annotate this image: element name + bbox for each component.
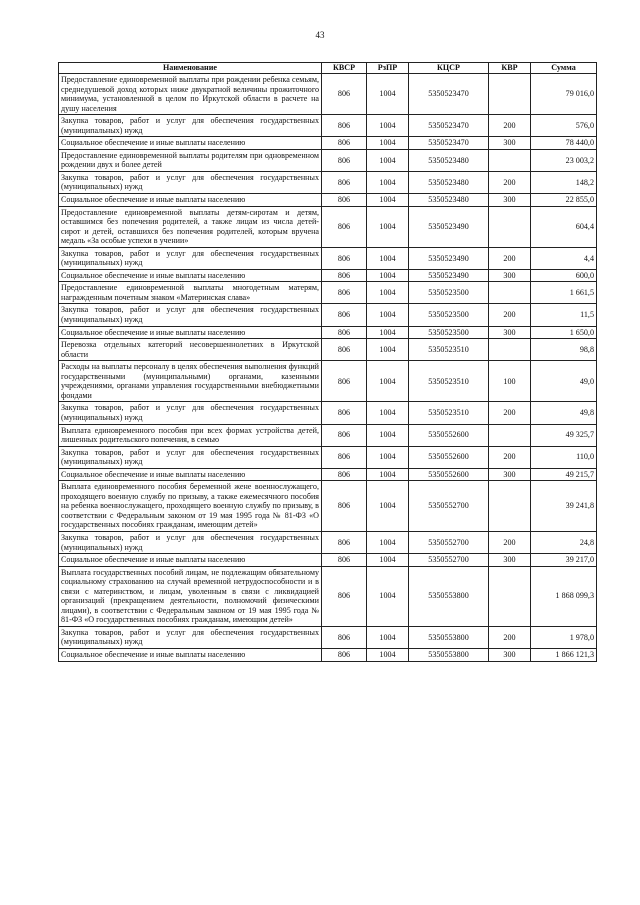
table-row — [59, 468, 597, 481]
cell-kvr: 300 — [489, 468, 531, 481]
cell-rzpr: 1004 — [367, 206, 409, 247]
cell-kcsr: 5350553800 — [409, 648, 489, 661]
cell-rzpr: 1004 — [367, 531, 409, 553]
cell-name: Закупка товаров, работ и услуг для обеспечения государственных (муниципальных) нужд — [59, 171, 322, 193]
cell-kvsr: 806 — [322, 424, 367, 446]
budget-table — [58, 62, 597, 662]
cell-sum: 576,0 — [531, 115, 597, 137]
header-kvsr: КВСР — [322, 63, 367, 74]
cell-kvsr: 806 — [322, 194, 367, 207]
cell-name: Социальное обеспечение и иные выплаты населению — [59, 326, 322, 339]
cell-sum: 604,4 — [531, 206, 597, 247]
cell-name: Социальное обеспечение и иные выплаты населению — [59, 137, 322, 150]
cell-kcsr: 5350552600 — [409, 446, 489, 468]
cell-kcsr: 5350523490 — [409, 206, 489, 247]
cell-name: Закупка товаров, работ и услуг для обеспечения государственных (муниципальных) нужд — [59, 115, 322, 137]
cell-kcsr: 5350552600 — [409, 424, 489, 446]
cell-kcsr: 5350523500 — [409, 304, 489, 326]
cell-kvsr: 806 — [322, 326, 367, 339]
cell-kcsr: 5350523510 — [409, 339, 489, 361]
table-row — [59, 531, 597, 553]
table-row — [59, 282, 597, 304]
cell-name: Перевозка отдельных категорий несовершеннолетних в Иркутской области — [59, 339, 322, 361]
table-row — [59, 149, 597, 171]
cell-kvsr: 806 — [322, 269, 367, 282]
table-row — [59, 206, 597, 247]
header-kcsr: КЦСР — [409, 63, 489, 74]
cell-kcsr: 5350523510 — [409, 402, 489, 424]
table-row — [59, 339, 597, 361]
header-rzpr: РзПР — [367, 63, 409, 74]
cell-rzpr: 1004 — [367, 115, 409, 137]
cell-rzpr: 1004 — [367, 424, 409, 446]
cell-rzpr: 1004 — [367, 402, 409, 424]
cell-kvr: 200 — [489, 531, 531, 553]
cell-rzpr: 1004 — [367, 446, 409, 468]
cell-sum: 11,5 — [531, 304, 597, 326]
cell-rzpr: 1004 — [367, 304, 409, 326]
cell-name: Социальное обеспечение и иные выплаты населению — [59, 269, 322, 282]
table-row — [59, 304, 597, 326]
cell-kvr — [489, 206, 531, 247]
cell-kvsr: 806 — [322, 115, 367, 137]
cell-kcsr: 5350523480 — [409, 149, 489, 171]
cell-sum: 98,8 — [531, 339, 597, 361]
table-body — [59, 74, 597, 662]
cell-kvsr: 806 — [322, 402, 367, 424]
table-row — [59, 361, 597, 402]
cell-sum: 148,2 — [531, 171, 597, 193]
cell-kvr: 200 — [489, 402, 531, 424]
cell-kcsr: 5350523490 — [409, 247, 489, 269]
cell-rzpr: 1004 — [367, 361, 409, 402]
cell-name: Расходы на выплаты персоналу в целях обеспечения выполнения функций государственными (муниципальными) органами, казенными учреждениями, органами управления государственными внебюджетными фондами — [59, 361, 322, 402]
cell-rzpr: 1004 — [367, 74, 409, 115]
cell-kvsr: 806 — [322, 554, 367, 567]
cell-kvr — [489, 481, 531, 532]
cell-name: Социальное обеспечение и иные выплаты населению — [59, 648, 322, 661]
cell-rzpr: 1004 — [367, 468, 409, 481]
cell-name: Предоставление единовременной выплаты детям-сиротам и детям, оставшимся без попечения родителей, а также лицам из числа детей-сирот и детей, оставшихся без попечения родителей, которым вручена медаль «За особые успехи в учении» — [59, 206, 322, 247]
table-row — [59, 115, 597, 137]
cell-sum: 49,8 — [531, 402, 597, 424]
cell-kcsr: 5350552600 — [409, 468, 489, 481]
cell-kvsr: 806 — [322, 361, 367, 402]
cell-name: Закупка товаров, работ и услуг для обеспечения государственных (муниципальных) нужд — [59, 531, 322, 553]
header-name: Наименование — [59, 63, 322, 74]
cell-rzpr: 1004 — [367, 269, 409, 282]
cell-kvsr: 806 — [322, 149, 367, 171]
cell-sum: 1 868 099,3 — [531, 566, 597, 626]
page-number: 43 — [315, 30, 325, 40]
cell-kcsr: 5350523480 — [409, 171, 489, 193]
cell-sum: 4,4 — [531, 247, 597, 269]
cell-kcsr: 5350552700 — [409, 481, 489, 532]
cell-name: Выплата государственных пособий лицам, не подлежащим обязательному социальному страхованию на случай временной нетрудоспособности и в связи с материнством, и лицам, уволенным в связи с ликвидацией организаций (прекращением деятельности, полномочий физическими лицами), в соответствии с Федеральным законом от 19 мая 1995 года № 81-ФЗ «О государственных пособиях гражданам, имеющим детей» — [59, 566, 322, 626]
cell-rzpr: 1004 — [367, 566, 409, 626]
cell-kcsr: 5350523470 — [409, 137, 489, 150]
cell-rzpr: 1004 — [367, 247, 409, 269]
cell-kcsr: 5350552700 — [409, 554, 489, 567]
table-row — [59, 424, 597, 446]
cell-kvr: 200 — [489, 304, 531, 326]
cell-kcsr: 5350523470 — [409, 74, 489, 115]
cell-rzpr: 1004 — [367, 554, 409, 567]
cell-kvr — [489, 74, 531, 115]
cell-kvr: 300 — [489, 554, 531, 567]
cell-kvr: 200 — [489, 247, 531, 269]
cell-kvr — [489, 149, 531, 171]
cell-kcsr: 5350553800 — [409, 566, 489, 626]
cell-kvsr: 806 — [322, 648, 367, 661]
cell-sum: 1 650,0 — [531, 326, 597, 339]
table-row — [59, 326, 597, 339]
cell-kcsr: 5350523490 — [409, 269, 489, 282]
cell-sum: 79 016,0 — [531, 74, 597, 115]
cell-kvr: 300 — [489, 326, 531, 339]
cell-name: Закупка товаров, работ и услуг для обеспечения государственных (муниципальных) нужд — [59, 446, 322, 468]
table-row — [59, 194, 597, 207]
cell-name: Социальное обеспечение и иные выплаты населению — [59, 554, 322, 567]
cell-kvr: 300 — [489, 194, 531, 207]
table-row — [59, 626, 597, 648]
cell-kvsr: 806 — [322, 481, 367, 532]
cell-kvsr: 806 — [322, 531, 367, 553]
cell-name: Социальное обеспечение и иные выплаты населению — [59, 468, 322, 481]
cell-kvr: 300 — [489, 648, 531, 661]
cell-rzpr: 1004 — [367, 282, 409, 304]
cell-kcsr: 5350523500 — [409, 282, 489, 304]
cell-sum: 39 217,0 — [531, 554, 597, 567]
cell-kvsr: 806 — [322, 626, 367, 648]
table-row — [59, 446, 597, 468]
cell-kvsr: 806 — [322, 339, 367, 361]
cell-kvr: 300 — [489, 269, 531, 282]
table-row — [59, 648, 597, 661]
cell-sum: 49,0 — [531, 361, 597, 402]
cell-rzpr: 1004 — [367, 481, 409, 532]
cell-name: Закупка товаров, работ и услуг для обеспечения государственных (муниципальных) нужд — [59, 402, 322, 424]
cell-kvr — [489, 339, 531, 361]
header-kvr: КВР — [489, 63, 531, 74]
cell-kvr — [489, 566, 531, 626]
cell-name: Социальное обеспечение и иные выплаты населению — [59, 194, 322, 207]
cell-kvr — [489, 424, 531, 446]
table-header — [59, 63, 597, 74]
cell-name: Закупка товаров, работ и услуг для обеспечения государственных (муниципальных) нужд — [59, 304, 322, 326]
cell-kvsr: 806 — [322, 74, 367, 115]
cell-kvr — [489, 282, 531, 304]
cell-kvr: 100 — [489, 361, 531, 402]
cell-rzpr: 1004 — [367, 194, 409, 207]
cell-rzpr: 1004 — [367, 648, 409, 661]
cell-sum: 110,0 — [531, 446, 597, 468]
cell-kvsr: 806 — [322, 566, 367, 626]
cell-rzpr: 1004 — [367, 626, 409, 648]
cell-sum: 22 855,0 — [531, 194, 597, 207]
cell-kvsr: 806 — [322, 137, 367, 150]
cell-sum: 1 866 121,3 — [531, 648, 597, 661]
cell-kcsr: 5350523480 — [409, 194, 489, 207]
cell-kvsr: 806 — [322, 304, 367, 326]
cell-sum: 24,8 — [531, 531, 597, 553]
table-row — [59, 481, 597, 532]
cell-sum: 600,0 — [531, 269, 597, 282]
table-row — [59, 554, 597, 567]
table-row — [59, 74, 597, 115]
table-row — [59, 171, 597, 193]
cell-sum: 23 003,2 — [531, 149, 597, 171]
cell-sum: 1 978,0 — [531, 626, 597, 648]
table-row — [59, 402, 597, 424]
cell-sum: 1 661,5 — [531, 282, 597, 304]
header-sum: Сумма — [531, 63, 597, 74]
cell-sum: 49 325,7 — [531, 424, 597, 446]
cell-kvr: 300 — [489, 137, 531, 150]
cell-kvsr: 806 — [322, 468, 367, 481]
table-row — [59, 247, 597, 269]
cell-kvr: 200 — [489, 171, 531, 193]
table-row — [59, 269, 597, 282]
cell-kcsr: 5350523510 — [409, 361, 489, 402]
cell-name: Выплата единовременного пособия беременной жене военнослужащего, проходящего военную службу по призыву, а также ежемесячного пособия на ребенка военнослужащего, проходящего военную службу по призыву, в соответствии с Федеральным законом от 19 мая 1995 года № 81-ФЗ «О государственных пособиях гражданам, имеющим детей» — [59, 481, 322, 532]
cell-kvr: 200 — [489, 115, 531, 137]
cell-kcsr: 5350523470 — [409, 115, 489, 137]
cell-kvsr: 806 — [322, 206, 367, 247]
cell-kvr: 200 — [489, 446, 531, 468]
cell-name: Закупка товаров, работ и услуг для обеспечения государственных (муниципальных) нужд — [59, 626, 322, 648]
cell-kvsr: 806 — [322, 446, 367, 468]
table-row — [59, 566, 597, 626]
cell-sum: 49 215,7 — [531, 468, 597, 481]
cell-name: Выплата единовременного пособия при всех формах устройства детей, лишенных родительского попечения, в семью — [59, 424, 322, 446]
cell-kcsr: 5350523500 — [409, 326, 489, 339]
cell-name: Предоставление единовременной выплаты родителям при одновременном рождении двух и более детей — [59, 149, 322, 171]
cell-sum: 39 241,8 — [531, 481, 597, 532]
cell-kcsr: 5350553800 — [409, 626, 489, 648]
cell-name: Предоставление единовременной выплаты многодетным матерям, награжденным почетным знаком «Материнская слава» — [59, 282, 322, 304]
cell-rzpr: 1004 — [367, 339, 409, 361]
cell-kvsr: 806 — [322, 247, 367, 269]
cell-kvsr: 806 — [322, 171, 367, 193]
cell-kvr: 200 — [489, 626, 531, 648]
cell-rzpr: 1004 — [367, 171, 409, 193]
cell-rzpr: 1004 — [367, 137, 409, 150]
cell-name: Предоставление единовременной выплаты при рождении ребенка семьям, среднедушевой доход которых ниже двукратной величины прожиточного минимума, установленной в целом по Иркутской области в расчете на душу населения — [59, 74, 322, 115]
cell-rzpr: 1004 — [367, 326, 409, 339]
cell-kcsr: 5350552700 — [409, 531, 489, 553]
cell-kvsr: 806 — [322, 282, 367, 304]
cell-name: Закупка товаров, работ и услуг для обеспечения государственных (муниципальных) нужд — [59, 247, 322, 269]
cell-rzpr: 1004 — [367, 149, 409, 171]
table-row — [59, 137, 597, 150]
cell-sum: 78 440,0 — [531, 137, 597, 150]
